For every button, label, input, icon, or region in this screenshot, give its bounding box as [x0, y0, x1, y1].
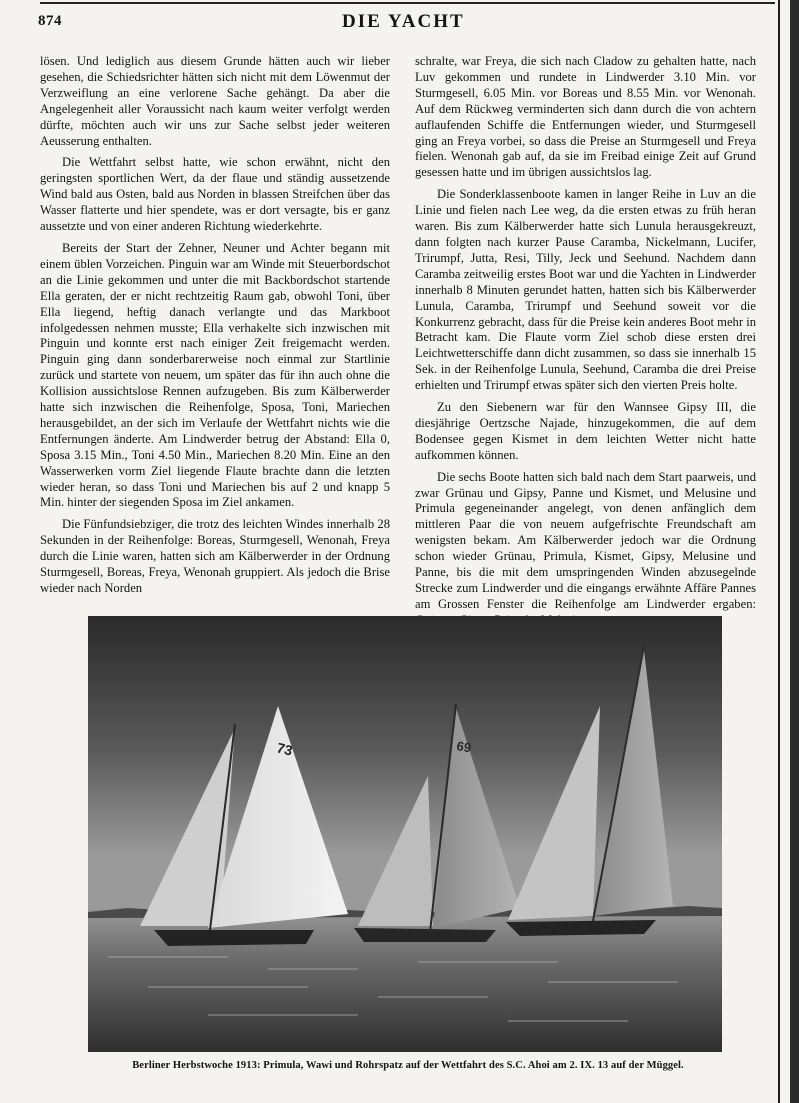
page-edge-rule: [778, 0, 780, 1103]
right-paragraph-3: Zu den Siebenern war für den Wannsee Gipsy III, die diesjährige Oertzsche Najade, hinzugekommen, die auf dem Bodensee gegen Kismet in dem leichten Wetter nicht hatte aufkommen können.: [415, 400, 756, 462]
left-paragraph-3: Bereits der Start der Zehner, Neuner und Achter begann mit einem üblen Vorzeichen. Pinguin war am Winde mit Steuerbordschot an die Linie gekommen und unter die mit Backbordschot startende Ella geraten, der er nicht rechtzeitig Raum gab, obwohl Toni, über Ella liegend, heftig danach verlangte und das Markboot infolgedessen nehmen musste; Ella verhakelte sich inzwischen mit Pinguin und konnte erst nach einiger Zeit freigemacht werden. Pinguin ging dann sonderbarerweise noch einmal zur Startlinie zurück und startete von neuem, um später das für ihn auch ohne die Kollision aussichtslose Rennen aufzugeben. Bis zum Kälberwerder hatte sich inzwischen die Reihenfolge, Sposa, Toni, Mariechen herausgebildet, an der sich im Verlaufe der Wettfahrt nichts wie die Entfernungen änderte. Am Lindwerder betrug der Abstand: Ella 0, Sposa 3.15 Min., Toni 4.50 Min., Mariechen 8.20 Min. Eine an den Wasserwerken vorm Ziel liegende Flaute brachte dann die letzten wieder heran, so dass Toni und Mariechen bis auf 2 und knapp 5 Min. hinter der siegenden Sposa im Ziel ankamen.: [40, 240, 390, 510]
right-paragraph-2: Die Sonderklassenboote kamen in langer Reihe in Luv an die Linie und fielen nach Lee weg, da die ersten etwas zu früh heran waren. Bis zum Kälberwerder hatte sich Lunula herausgekreuzt, dann folgten nach kurzer Pause Caramba, Nickelmann, Lucifer, Trirumpf, Jutta, Resi, Tilly, Jeck und Seehund. Nachdem dann Caramba zeitweilig erstes Boot war und die Yachten in Lindwerder innerhalb 8 Minuten gerundet hatten, hatten sich bis Kälberwerder Lunula, Caramba, Trirumpf und Seehund soweit vor die Konkurrenz gebracht, dass für die Preise kein anderes Boot mehr in Betracht kam. Die Flaute vorm Ziel schob diese ersten drei Leichtwetterschiffe dann dicht zusammen, so dass sie innerhalb 15 Sek. in der Reihenfolge Lunula, Seehund, Caramba die drei Preise erhielten und Trirumpf etwas später sich den vierten Preis holte.: [415, 187, 756, 393]
sail-number-73: 73: [275, 739, 295, 759]
left-paragraph-1: lösen. Und lediglich aus diesem Grunde hätten auch wir lieber gesehen, die Schiedsrichter hätten sich nicht mit dem Löwenmut der Verzweiflung an eine verlorene Sache gehängt. Da aber die Angelegenheit aller Voraussicht nach kaum weiter verfolgt werden dürfte, möchten auch wir uns zur Sache selbst jeder weiteren Aeusserung enthalten.: [40, 54, 390, 148]
scan-edge-shadow: [790, 0, 799, 1103]
right-column: [415, 54, 756, 635]
right-paragraph-1: schralte, war Freya, die sich nach Cladow zu gehalten hatte, nach Luv gekommen und rundete in Lindwerder 3.10 Min. vor Sturmgesell, 6.05 Min. vor Boreas und 8.55 Min. vor Wenonah. Auf dem Rückweg verminderten sich dann durch die von achtern auflaufenden Schiffe die Entfernungen wieder, und Sturmgesell ging an Freya vorbei, so dass die Preise an Sturmgesell und Freya fielen. Wenonah gab auf, da sie im Freibad einige Zeit auf Grund gesessen hatte und im übrigen aussichtslos lag.: [415, 54, 756, 180]
right-paragraph-4: Die sechs Boote hatten sich bald nach dem Start paarweis, und zwar Grünau und Gipsy, Panne und Kismet, und Melusine und Primula gegeneinander angelegt, von denen anfänglich dem mittleren Paar die von neuem aufgefrischte Freundschaft am wenigsten bekam. Am Kälberwerder jedoch war die Ordnung schon wieder Grünau, Primula, Kismet, Gipsy, Melusine und Panne, bis die mit dem umspringenden Winden abzusegelnde Strecke zum Lindwerder und die eingangs erwähnte Affäre Pannes am Grossen Fenster die Reihenfolge am Lindwerder ergaben:: [415, 469, 756, 611]
sailing-photo-illustration: [88, 616, 722, 1052]
sailboat-69-hull: [354, 928, 496, 942]
sailboat-73-hull: [154, 930, 314, 946]
left-paragraph-2: Die Wettfahrt selbst hatte, wie schon erwähnt, nicht den geringsten sportlichen Wert, da der flaue und ständig aussetzende Wind bald aus Osten, bald aus Norden in blassen Streifchen über das Wasser flatterte und hier spendete, was er dort versagte, bis er ganz aussetzte und von einer anderen Richtung wiederkehrte.: [40, 155, 390, 234]
top-rule: [40, 2, 775, 4]
journal-title: DIE YACHT: [342, 11, 465, 32]
sail-number-69: 69: [455, 738, 473, 756]
left-column: [40, 54, 390, 603]
sailing-photo: [88, 616, 722, 1052]
photo-caption: Berliner Herbstwoche 1913: Primula, Wawi und Rohrspatz auf der Wettfahrt des S.C. Ahoi am 2. IX. 13 auf der Müggel.: [132, 1060, 684, 1071]
sailboat-right-hull: [506, 920, 656, 936]
left-paragraph-4: Die Fünfundsiebziger, die trotz des leichten Windes innerhalb 28 Sekunden in der Reihenfolge: Boreas, Sturmgesell, Wenonah, Freya durch die Linie waren, hatten sich am Kälberwerder in der Ordnung Sturmgesell, Boreas, Freya, Wenonah gruppiert. Als jedoch die Brise wieder nach Norden: [40, 517, 390, 595]
page-number: 874: [38, 13, 62, 29]
